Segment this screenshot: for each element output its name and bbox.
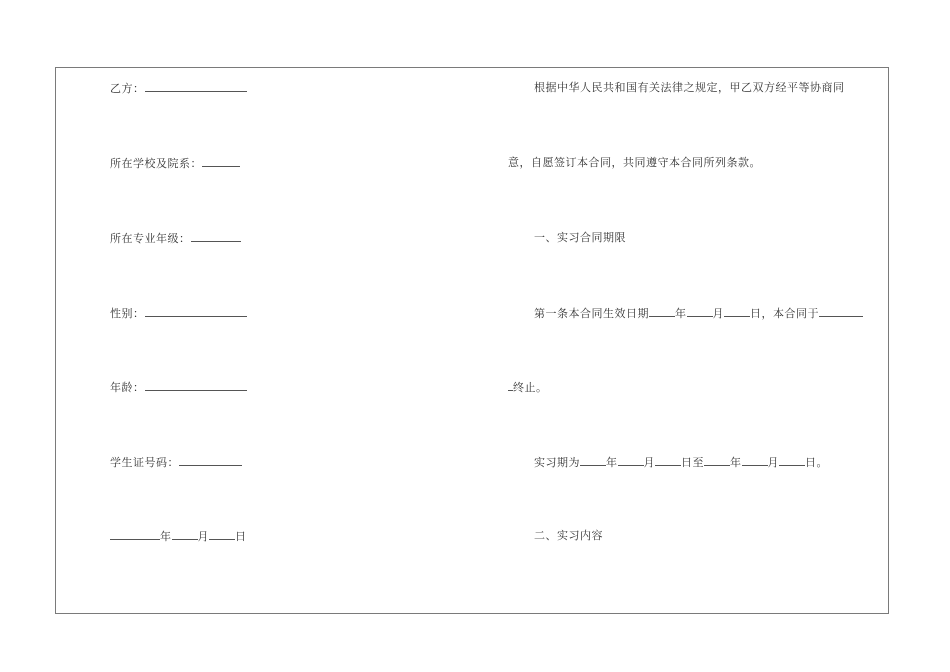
period-month1-label: 月 [643,456,655,469]
period-year1-label: 年 [606,456,618,469]
article-1-end-line [508,380,548,395]
date-year-label: 年 [160,530,172,543]
period-day2-label: 日。 [805,456,828,469]
date-month-label: 月 [197,530,209,543]
age-label: 年龄： [110,381,145,394]
age-line [110,380,247,395]
student-id-line [110,455,242,470]
date-day-label: 日 [235,530,247,543]
period-month1-blank [618,455,644,466]
school-blank [202,156,240,167]
article-1-line [534,306,863,321]
student-id-label: 学生证号码： [110,456,179,469]
period-prefix: 实习期为 [534,456,580,469]
article-1-month-label: 月 [712,307,724,320]
article-1-end-date-blank [819,306,863,317]
article-1-day-blank [724,306,750,317]
gender-blank [145,306,247,317]
date-day-blank [209,529,235,540]
signature-date-line [110,529,247,544]
student-id-blank [179,455,242,466]
age-blank [145,380,247,391]
major-label: 所在专业年级： [110,232,191,245]
section-1-heading: 一、实习合同期限 [534,231,626,244]
period-day1-blank [655,455,681,466]
period-month2-label: 月 [767,456,779,469]
article-1-year-blank [649,306,675,317]
article-1-year-label: 年 [675,307,687,320]
period-year2-blank [704,455,730,466]
school-line [110,156,240,171]
paragraph-1-line-1: 根据中华人民共和国有关法律之规定，甲乙双方经平等协商同 [534,81,845,94]
article-1-day-until: 日，本合同于 [750,307,819,320]
date-month-blank [172,529,198,540]
party-b-label: 乙方： [110,82,145,95]
major-blank [191,231,241,242]
section-2-heading: 二、实习内容 [534,529,603,542]
period-day2-blank [779,455,805,466]
gender-line [110,306,247,321]
paragraph-1-line-2: 意，自愿签订本合同，共同遵守本合同所列条款。 [508,156,761,169]
major-line [110,231,241,246]
article-1-end-text: 终止。 [513,381,548,394]
school-label: 所在学校及院系： [110,157,202,170]
party-b-line [110,81,247,96]
period-month2-blank [742,455,768,466]
period-year1-blank [580,455,606,466]
period-year2-label: 年 [730,456,742,469]
party-b-blank [145,81,247,92]
article-1-month-blank [687,306,713,317]
internship-period-line [534,455,828,470]
gender-label: 性别： [110,307,145,320]
date-year-blank [110,529,160,540]
article-1-prefix: 第一条本合同生效日期 [534,307,649,320]
period-day-to: 日至 [681,456,704,469]
